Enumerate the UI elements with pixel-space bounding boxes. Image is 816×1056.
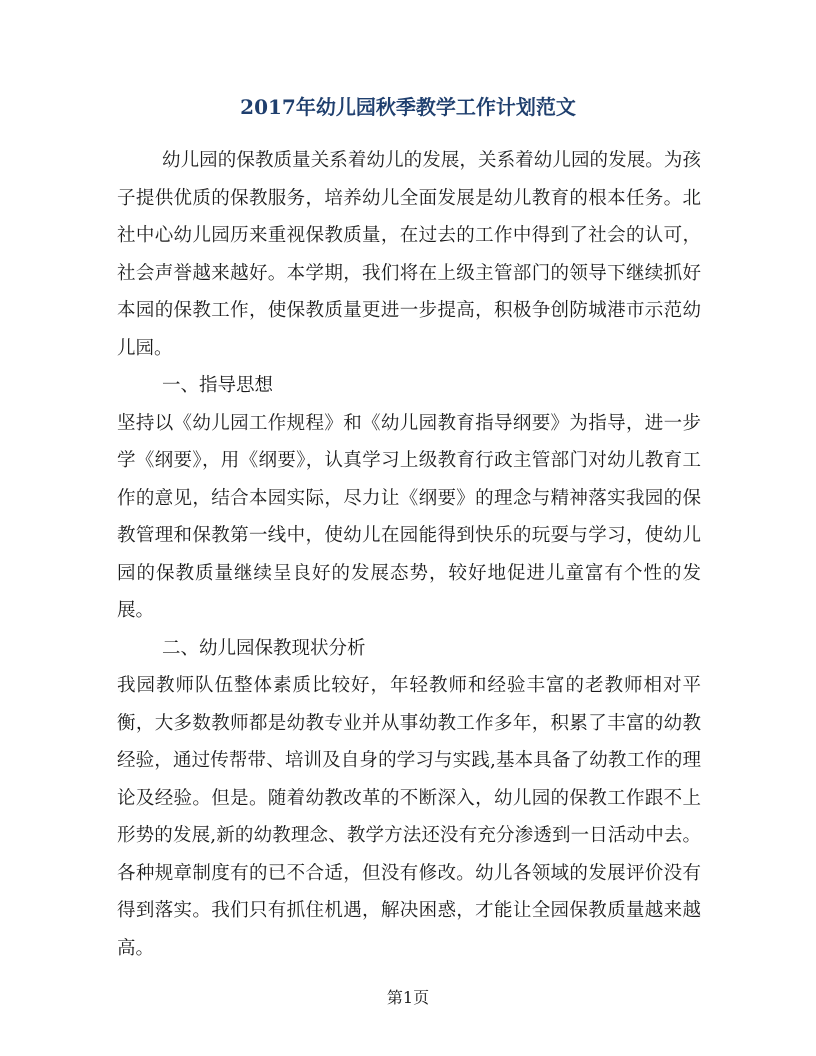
page-number: 第1页 xyxy=(386,988,430,1007)
guiding-paragraph: 坚持以《幼儿园工作规程》和《幼儿园教育指导纲要》为指导，进一步学《纲要》，用《纲要》，认真学习上级教育行政主管部门对幼儿教育工作的意见，结合本园实际，尽力让《纲要》的理念与精神落实我园的保教管理和保教第一线中，使幼儿在园能得到快乐的玩耍与学习，使幼儿园的保教质量继续呈良好的发展态势，较好地促进儿童富有个性的发展。 xyxy=(117,412,701,621)
section-heading-guiding: 一、指导思想 xyxy=(162,375,274,396)
section-heading-analysis: 二、幼儿园保教现状分析 xyxy=(162,637,366,659)
intro-paragraph: 幼儿园的保教质量关系着幼儿的发展，关系着幼儿园的发展。为孩子提供优质的保教服务，培养幼儿全面发展是幼儿教育的根本任务。北社中心幼儿园历来重视保教质量，在过去的工作中得到了社会的认可，社会声誉越来越好。本学期，我们将在上级主管部门的领导下继续抓好本园的保教工作，使保教质量更进一步提高，积极争创防城港市示范幼儿园。 xyxy=(117,150,701,359)
document-body xyxy=(117,142,701,967)
analysis-paragraph: 我园教师队伍整体素质比较好，年轻教师和经验丰富的老教师相对平衡，大多数教师都是幼教专业并从事幼教工作多年，积累了丰富的幼教经验，通过传帮带、培训及自身的学习与实践,基本具备了幼教工作的理论及经验。但是。随着幼教改革的不断深入，幼儿园的保教工作跟不上形势的发展,新的幼教理念、教学方法还没有充分渗透到一日活动中去。各种规章制度有的已不合适，但没有修改。幼儿各领域的发展评价没有得到落实。我们只有抓住机遇，解决困惑，才能让全园保教质量越来越高。 xyxy=(117,675,701,959)
document-title: 2017年幼儿园秋季教学工作计划范文 xyxy=(240,95,576,119)
